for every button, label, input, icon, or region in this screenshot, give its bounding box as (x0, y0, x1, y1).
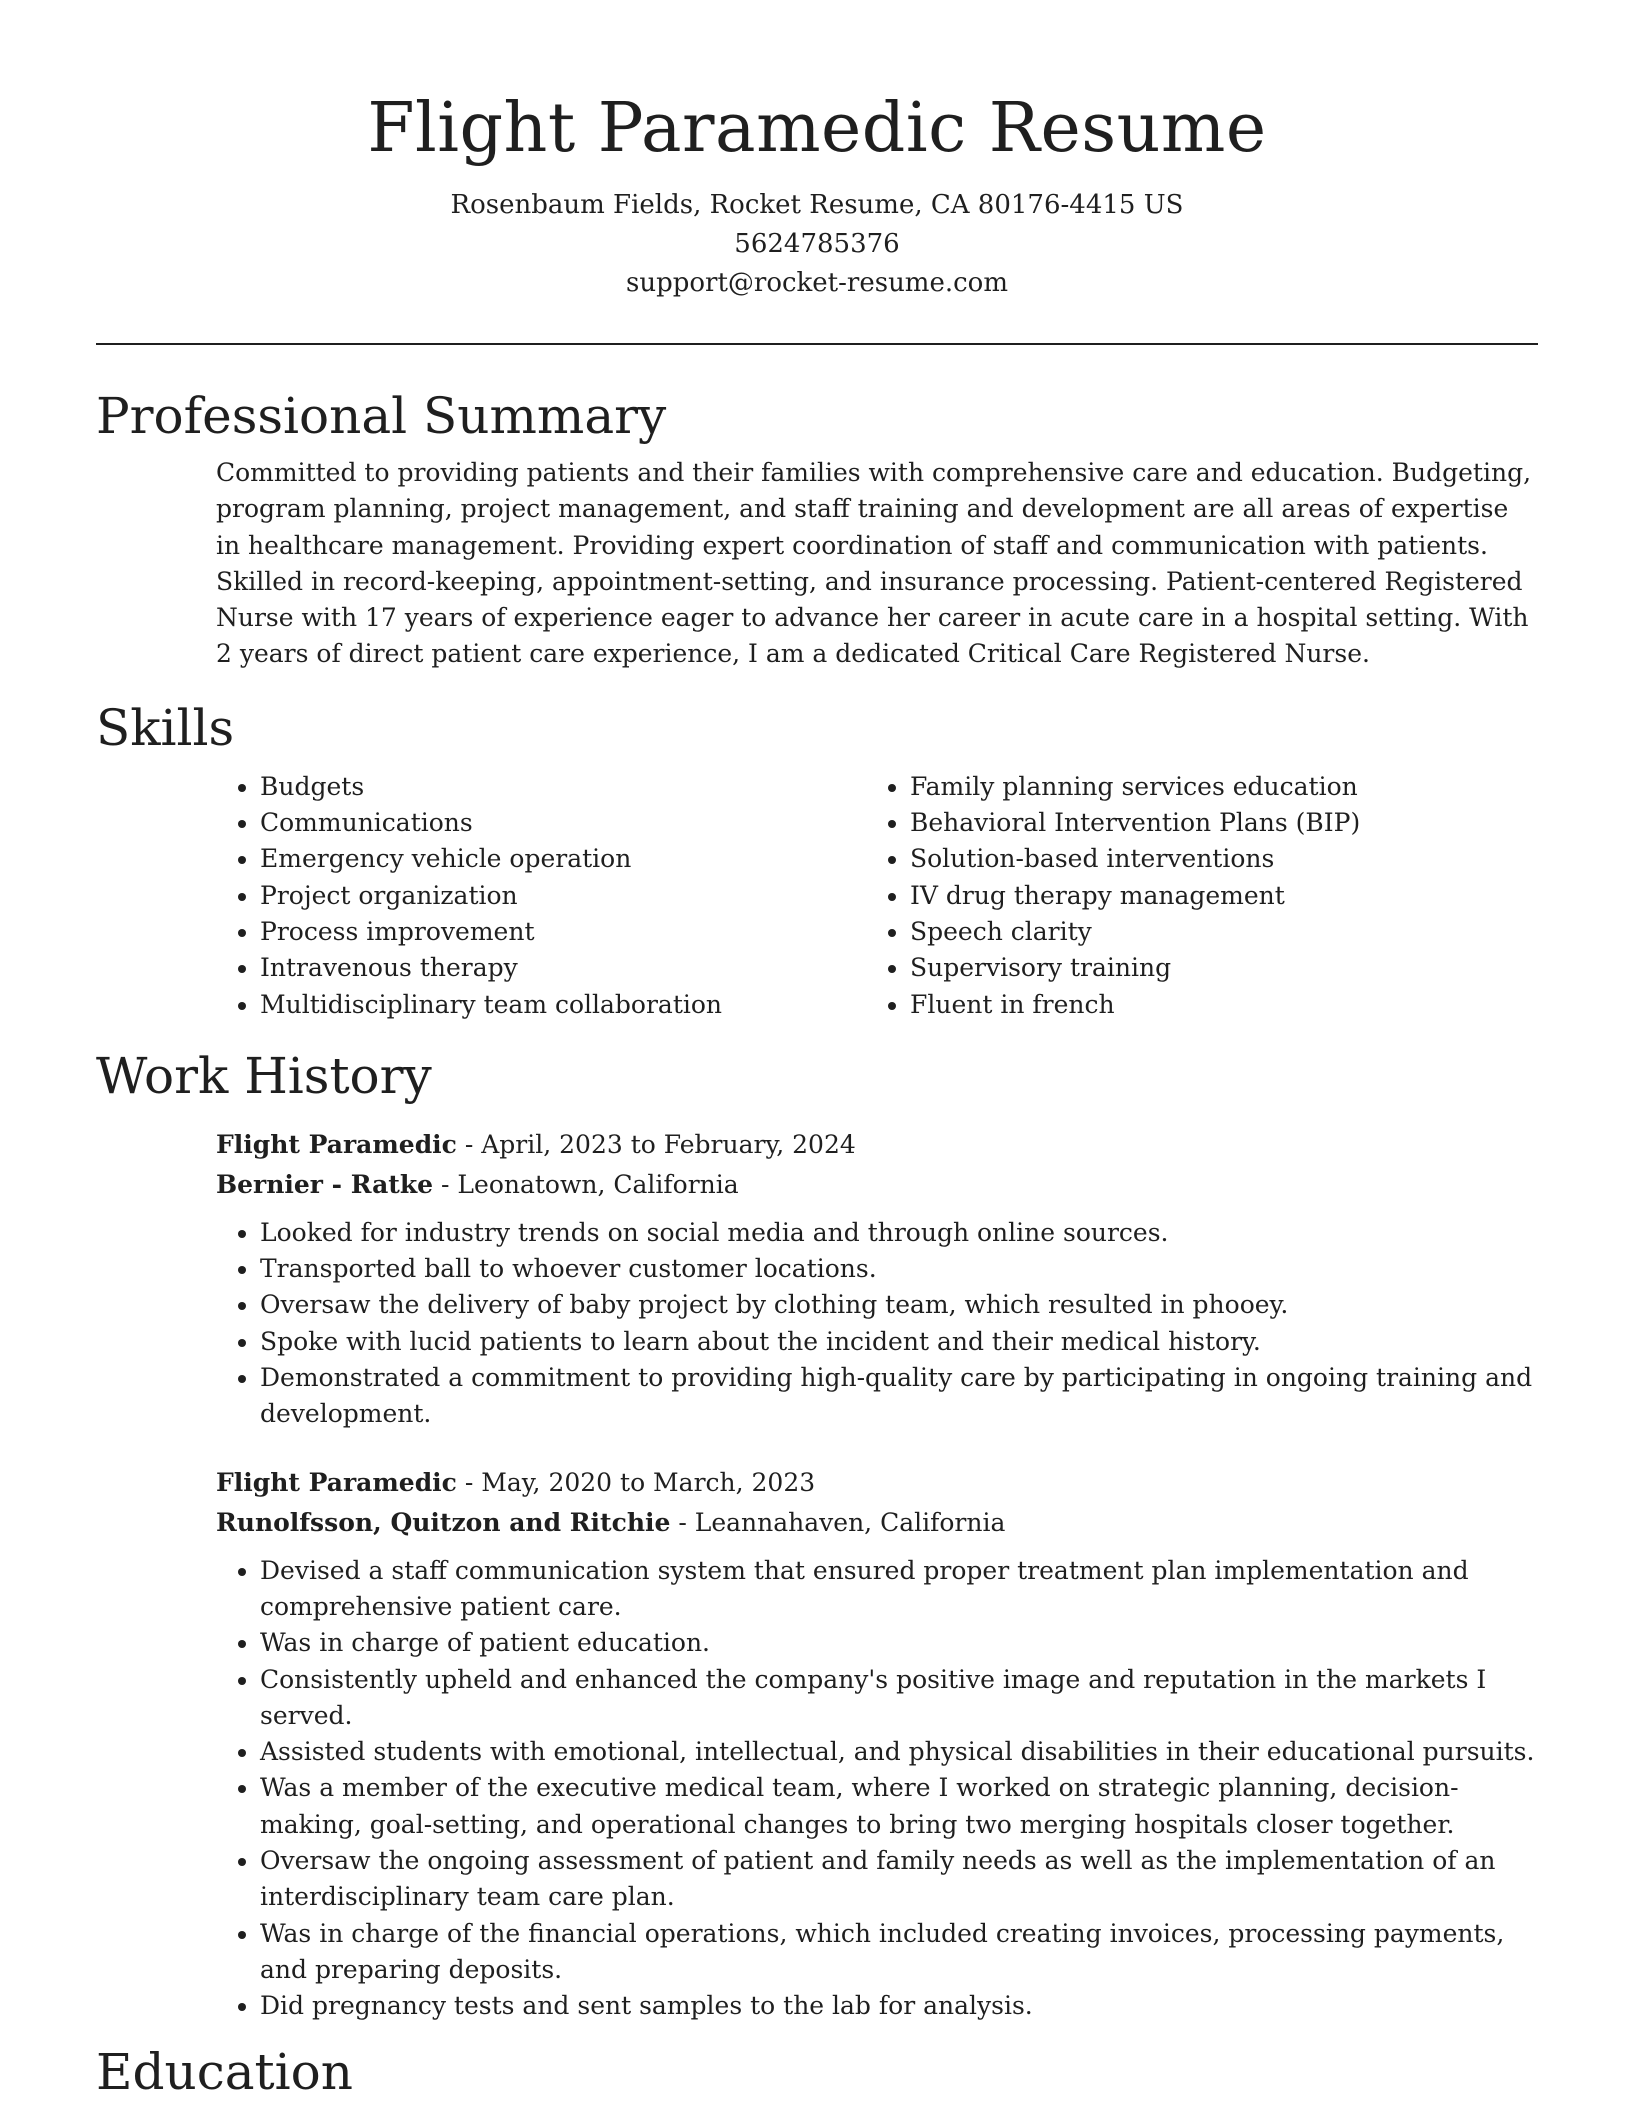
skill-item: • Speech clarity (910, 914, 1516, 950)
job-role: Flight Paramedic (216, 1467, 457, 1497)
skill-item: • Project organization (260, 878, 866, 914)
skill-item: • Family planning services education (910, 769, 1516, 805)
skill-item: • IV drug therapy management (910, 878, 1516, 914)
job-duty: • Oversaw the delivery of baby project by clothing team, which resulted in phooey. (260, 1287, 1538, 1323)
job-duty: • Consistently upheld and enhanced the company's positive image and reputation in the markets I served. (260, 1662, 1538, 1735)
job-duty: • Oversaw the ongoing assessment of patient and family needs as well as the implementation of an interdisciplinary team care plan. (260, 1843, 1538, 1916)
job-duty: • Looked for industry trends on social media and through online sources. (260, 1215, 1538, 1251)
job-company-line (216, 1165, 1538, 1205)
skill-item: • Supervisory training (910, 950, 1516, 986)
contact-address: Rosenbaum Fields, Rocket Resume, CA 80176-4415 US (450, 190, 1184, 220)
skill-item: • Communications (260, 805, 866, 841)
job-entry (216, 1463, 1538, 2025)
skill-item: • Behavioral Intervention Plans (BIP) (910, 805, 1516, 841)
contact-email: support@rocket-resume.com (625, 268, 1008, 298)
job-company: Bernier - Ratke (216, 1169, 434, 1199)
resume-header (96, 0, 1538, 303)
job-dates: - May, 2020 to March, 2023 (456, 1467, 816, 1497)
resume-title: Flight Paramedic Resume (367, 89, 1267, 168)
skill-item: • Solution-based interventions (910, 841, 1516, 877)
skills-heading: Skills (96, 698, 235, 757)
contact-phone: 5624785376 (734, 229, 900, 259)
job-duty: • Spoke with lucid patients to learn about the incident and their medical history. (260, 1324, 1538, 1360)
job-duties (216, 1215, 1538, 1433)
skill-item: • Intravenous therapy (260, 950, 866, 986)
job-duty: • Transported ball to whoever customer locations. (260, 1251, 1538, 1287)
job-duties (216, 1553, 1538, 2025)
job-company: Runolfsson, Quitzon and Ritchie (216, 1507, 671, 1537)
skill-item: • Multidisciplinary team collaboration (260, 987, 866, 1023)
job-title-line (216, 1125, 1538, 1165)
job-location: - Leonatown, California (433, 1169, 739, 1199)
skill-item: • Budgets (260, 769, 866, 805)
job-duty: • Was a member of the executive medical team, where I worked on strategic planning, decision-making, goal-setting, and operational changes to bring two merging hospitals closer together. (260, 1770, 1538, 1843)
skill-item: • Emergency vehicle operation (260, 841, 866, 877)
skills-column-right (866, 769, 1516, 1023)
job-dates: - April, 2023 to February, 2024 (456, 1129, 856, 1159)
job-duty: • Was in charge of the financial operations, which included creating invoices, processing payments, and preparing deposits. (260, 1916, 1538, 1989)
job-duty: • Assisted students with emotional, intellectual, and physical disabilities in their educational pursuits. (260, 1734, 1538, 1770)
summary-text: Committed to providing patients and their families with comprehensive care and education. Budgeting, program planning, project management, and staff training and development are all areas of expertise in healthcare management. Providing expert coordination of staff and communication with patients. Skilled in record-keeping, appointment-setting, and insurance processing. Patient-centered Registered Nurse with 17 years of experience eager to advance her career in acute care in a hospital setting. With 2 years of direct patient care experience, I am a dedicated Critical Care Registered Nurse. (216, 458, 1532, 669)
education-heading: Education (96, 2042, 353, 2101)
skills-column-left (216, 769, 866, 1023)
work-history-heading: Work History (96, 1046, 432, 1105)
job-entry (216, 1125, 1538, 1433)
skill-item: • Process improvement (260, 914, 866, 950)
job-company-line (216, 1503, 1538, 1543)
header-divider (96, 343, 1538, 345)
job-duty: • Demonstrated a commitment to providing high-quality care by participating in ongoing training and development. (260, 1360, 1538, 1433)
job-location: - Leannahaven, California (670, 1507, 1006, 1537)
job-duty: • Did pregnancy tests and sent samples to the lab for analysis. (260, 1988, 1538, 2024)
skill-item: • Fluent in french (910, 987, 1516, 1023)
skills-list (216, 769, 1538, 1023)
summary-heading: Professional Summary (96, 387, 667, 445)
job-title-line (216, 1463, 1538, 1503)
job-duty: • Was in charge of patient education. (260, 1625, 1538, 1661)
job-role: Flight Paramedic (216, 1129, 457, 1159)
resume-page (96, 0, 1538, 2105)
job-duty: • Devised a staff communication system that ensured proper treatment plan implementation and comprehensive patient care. (260, 1553, 1538, 1626)
